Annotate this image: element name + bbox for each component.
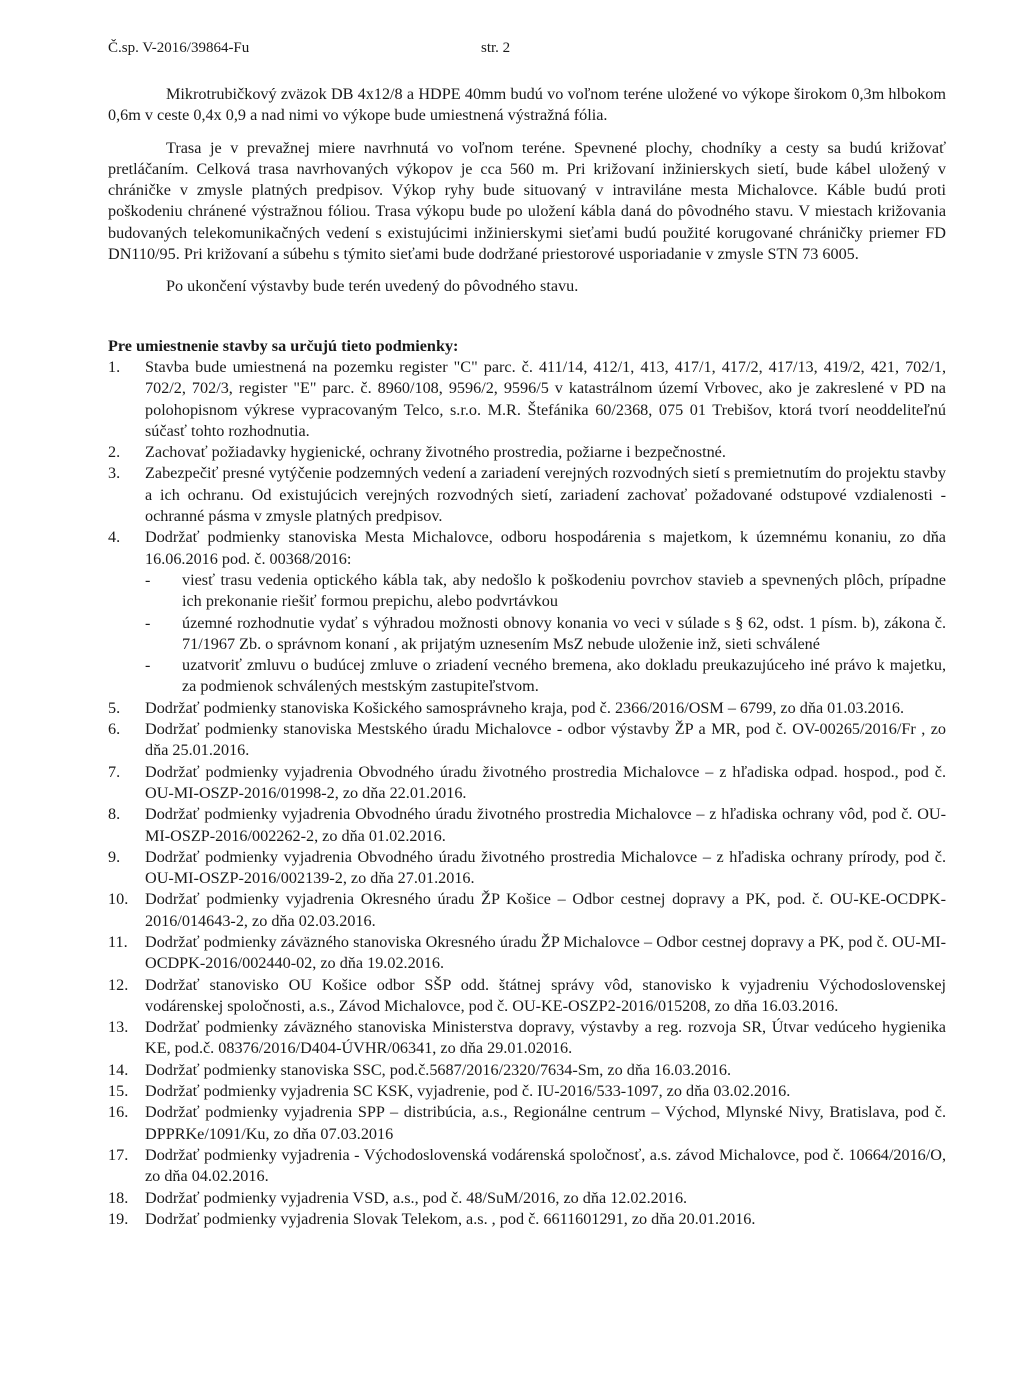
conditions-title: Pre umiestnenie stavby sa určujú tieto podmienky: bbox=[108, 336, 459, 355]
sub-item: - viesť trasu vedenia optického kábla tak, aby nedošlo k poškodeniu povrchov stavieb a spevnených plôch, prípadne ich prekonanie riešiť formou prepichu, alebo podvrtávkou bbox=[145, 570, 946, 611]
condition-item: 6. Dodržať podmienky stanoviska Mestského úradu Michalovce - odbor výstavby ŽP a MR, pod č. OV-00265/2016/Fr , zo dňa 25.01.2016. bbox=[108, 720, 946, 760]
reference-number: Č.sp. V-2016/39864-Fu bbox=[108, 40, 250, 56]
condition-item: 9. Dodržať podmienky vyjadrenia Obvodného úradu životného prostredia Michalovce – z hľadiska ochrany prírody, pod č. OU-MI-OSZP-2016/002139-2, zo dňa 27.01.2016. bbox=[108, 847, 946, 888]
condition-item: 7. Dodržať podmienky vyjadrenia Obvodného úradu životného prostredia Michalovce – z hľadiska odpad. hospod., pod č. OU-MI-OSZP-2016/01998-2, zo dňa 22.01.2016. bbox=[108, 762, 946, 802]
condition-item: 16. Dodržať podmienky vyjadrenia SPP – distribúcia, a.s., Regionálne centrum – Východ, Mlynské Nivy, Bratislava, pod č. DPPRKe/1091/Ku, zo dňa 07.03.2016 bbox=[108, 1103, 946, 1143]
condition-item: 3. Zabezpečiť presné vytýčenie podzemných vedení a zariadení verejných rozvodných sietí s premietnutím do projektu stavby a ich ochranu. Od existujúcich verejných rozvodných sietí, zariadení zachovať požadované odstupové vzdialenosti - ochranné pásma v zmysle platných predpisov. bbox=[108, 464, 946, 526]
condition-item: 8. Dodržať podmienky vyjadrenia Obvodného úradu životného prostredia Michalovce – z hľadiska ochrany vôd, pod č. OU-MI-OSZP-2016/002262-2, zo dňa 01.02.2016. bbox=[108, 805, 946, 845]
condition-item: 1. Stavba bude umiestnená na pozemku register "C" parc. č. 411/14, 412/1, 413, 417/1, 417/2, 417/13, 419/2, 421, 702/1, 702/2, 702/3, register "E" parc. č. 8960/108, 9596/2, 9596/5 v katastrálnom území Vrbovec, ako je zakreslené v PD na polohopisnom výkrese vypracovaným Telco, s.r.o. M.R. Štefánika 60/2368, 075 01 Trebišov, ktorá tvorí neoddeliteľnú súčasť tohto rozhodnutia. bbox=[108, 357, 946, 440]
condition-item: 19. Dodržať podmienky vyjadrenia Slovak Telekom, a.s. , pod č. 6611601291, zo dňa 20.01.2016. bbox=[108, 1209, 756, 1228]
condition-item: 11. Dodržať podmienky záväzného stanoviska Okresného úradu ŽP Michalovce – Odbor cestnej dopravy a PK, pod č. OU-MI-OCDPK-2016/002440-02, zo dňa 19.02.2016. bbox=[108, 932, 946, 973]
sub-item: - územné rozhodnutie vydať s výhradou možnosti obnovy konania vo veci v súlade s § 62, odst. 1 písm. b), zákona č. 71/1967 Zb. o správnom konaní , ak prijatým uznesením MsZ nebude uloženie inž, sieti schválené bbox=[145, 613, 946, 653]
intro-paragraph-2: Trasa je v prevažnej miere navrhnutá vo voľnom teréne. Spevnené plochy, chodníky a cesty sa budú križovať pretláčaním. Celková trasa navrhovaných výkopov je cca 560 m. Pri križovaní inžinierskych sietí, bude kábel uložený v chráničke v zmysle platných predpisov. Výkop ryhy bude situovaný v intraviláne mesta Michalovce. Káble budú proti poškodeniu chránené výstražnou fóliou. Trasa výkopu bude po uložení kábla daná do pôvodného stavu. V miestach križovania budovaných telekomunikačných vedení s existujúcimi inžinierskymi sieťami budú použité korugované chráničky priemer FD DN110/95. Pri križovaní a súbehu s týmito sieťami bude dodržané priestorové usporiadanie v zmysle STN 73 6005. bbox=[108, 138, 946, 264]
condition-item: 4. Dodržať podmienky stanoviska Mesta Michalovce, odboru hospodárenia s majetkom, k územnému konaniu, zo dňa 16.06.2016 pod. č. 00368/2016: - viesť trasu vedenia optického kábla tak, aby nedošlo k poškodeniu povrchov stavieb a spevnených plôch, prípadne ich prekonanie riešiť formou prepichu, alebo podvrtávkou - územné rozhodnutie vydať s výhradou možnosti obnovy konania vo veci v súlade s § 62, odst. 1 písm. b), zákona č. 71/1967 Zb. o správnom konaní , ak prijatým uznesením MsZ nebude uloženie inž, sieti schválené - uzatvoriť zmluvu o budúcej zmluve o zriadení vecného bremena, ako dokladu preukazujúceho iné právo k majetku, za podmienok schválených mestským zastupiteľstvom. bbox=[108, 527, 946, 697]
sub-item: - uzatvoriť zmluvu o budúcej zmluve o zriadení vecného bremena, ako dokladu preukazujúceho iné právo k majetku, za podmienok schválených mestským zastupiteľstvom. bbox=[145, 656, 946, 696]
intro-paragraph-1: Mikrotrubičkový zväzok DB 4x12/8 a HDPE 40mm budú vo voľnom teréne uložené vo výkope širokom 0,3m hlbokom 0,6m v ceste 0,4x 0,9 a nad nimi vo výkope bude umiestnená výstražná fólia. bbox=[108, 85, 946, 125]
condition-item: 14. Dodržať podmienky stanoviska SSC, pod.č.5687/2016/2320/7634-Sm, zo dňa 16.03.2016. bbox=[108, 1060, 732, 1079]
condition-item: 10. Dodržať podmienky vyjadrenia Okresného úradu ŽP Košice – Odbor cestnej dopravy a PK, pod. č. OU-KE-OCDPK-2016/014643-2, zo dňa 02.03.2016. bbox=[108, 890, 946, 930]
document-body bbox=[108, 84, 946, 1230]
condition-item: 15. Dodržať podmienky vyjadrenia SC KSK, vyjadrenie, pod č. IU-2016/533-1097, zo dňa 03.02.2016. bbox=[108, 1082, 791, 1101]
condition-item: 13. Dodržať podmienky záväzného stanoviska Ministerstva dopravy, výstavby a reg. rozvoja SR, Útvar vedúceho hygienika KE, pod.č. 08376/2016/D404-ÚVHR/06341, zo dňa 29.01.02016. bbox=[108, 1018, 946, 1058]
condition-4-subitems bbox=[145, 570, 946, 698]
condition-item: 18. Dodržať podmienky vyjadrenia VSD, a.s., pod č. 48/SuM/2016, zo dňa 12.02.2016. bbox=[108, 1188, 688, 1207]
condition-item: 12. Dodržať stanovisko OU Košice odbor SŠP odd. štátnej správy vôd, stanovisko k vyjadreniu Východoslovenskej vodárenskej spoločnosti, a.s., Závod Michalovce, pod č. OU-KE-OSZP2-2016/015208, zo dňa 16.03.2016. bbox=[108, 975, 946, 1015]
condition-item: 5. Dodržať podmienky stanoviska Košického samosprávneho kraja, pod č. 2366/2016/OSM – 6799, zo dňa 01.03.2016. bbox=[108, 698, 905, 717]
page-number: str. 2 bbox=[481, 40, 511, 56]
intro-paragraph-3: Po ukončení výstavby bude terén uvedený do pôvodného stavu. bbox=[166, 277, 579, 296]
conditions-list bbox=[108, 357, 946, 1230]
condition-item: 2. Zachovať požiadavky hygienické, ochrany životného prostredia, požiarne i bezpečnostné. bbox=[108, 443, 726, 462]
condition-item: 17. Dodržať podmienky vyjadrenia - Východoslovenská vodárenská spoločnosť, a.s. závod Michalovce, pod č. 10664/2016/O, zo dňa 04.02.2016. bbox=[108, 1145, 946, 1186]
